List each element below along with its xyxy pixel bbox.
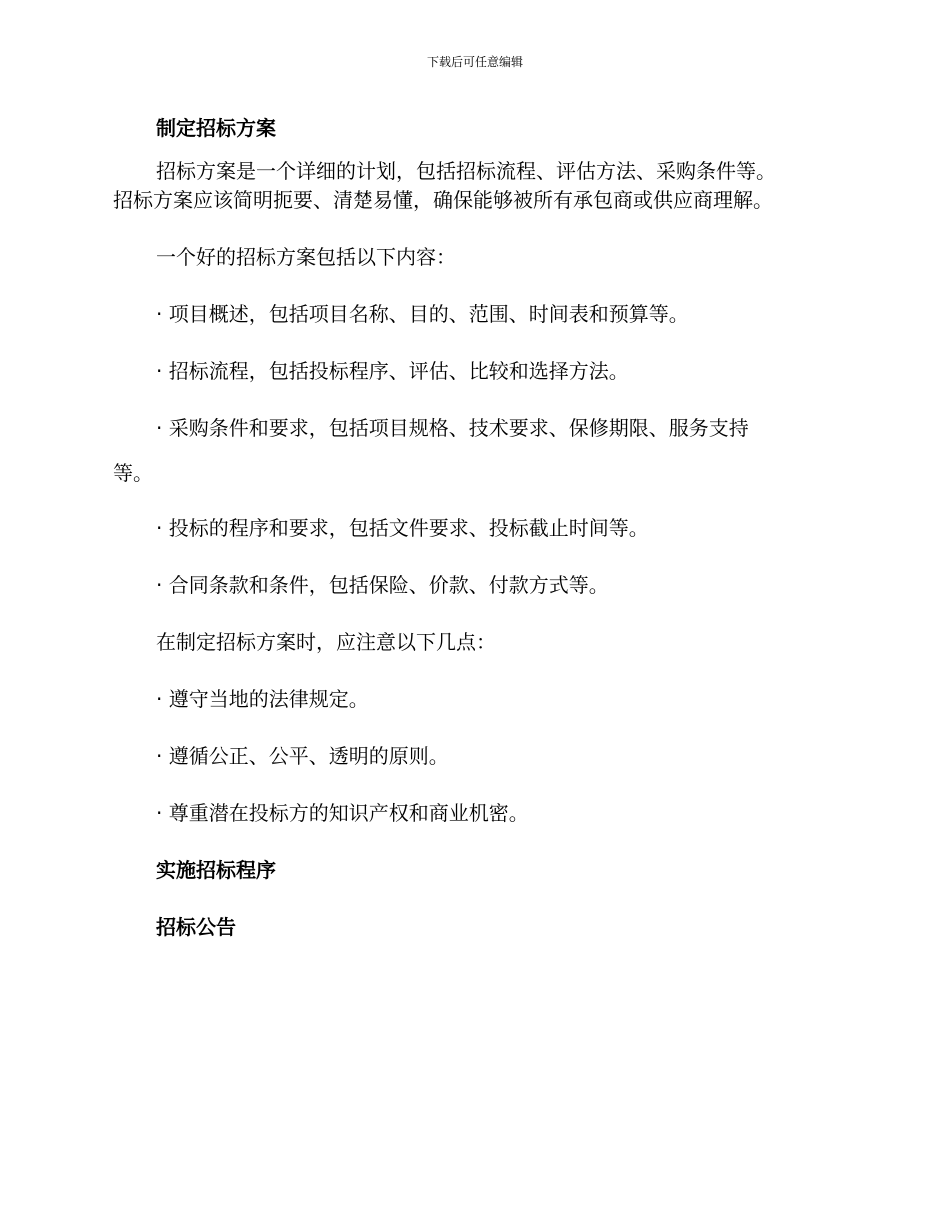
page-header: 下载后可任意编辑	[426, 55, 523, 69]
bullet-item: · 项目概述，包括项目名称、目的、范围、时间表和预算等。	[156, 302, 689, 326]
bullet-item: · 投标的程序和要求，包括文件要求、投标截止时间等。	[156, 516, 649, 540]
bullet-item: · 遵守当地的法律规定。	[156, 687, 369, 711]
bullet-item: · 合同条款和条件，包括保险、价款、付款方式等。	[156, 573, 609, 597]
paragraph-line: 在制定招标方案时，应注意以下几点：	[156, 630, 496, 654]
section-heading-announcement: 招标公告	[156, 915, 236, 939]
paragraph-line: 招标方案是一个详细的计划，包括招标流程、评估方法、采购条件等。	[156, 159, 776, 183]
section-heading-implement: 实施招标程序	[156, 858, 276, 882]
section-heading-make-plan: 制定招标方案	[156, 116, 276, 140]
document-body	[113, 114, 831, 956]
bullet-item: · 招标流程，包括投标程序、评估、比较和选择方法。	[156, 359, 629, 383]
paragraph-line-continued: 招标方案应该简明扼要、清楚易懂，确保能够被所有承包商或供应商理解。	[113, 188, 773, 212]
bullet-item: · 采购条件和要求，包括项目规格、技术要求、保修期限、服务支持	[156, 416, 749, 440]
bullet-item-continued: 等。	[113, 461, 153, 485]
bullet-item: · 遵循公正、公平、透明的原则。	[156, 744, 449, 768]
paragraph-line: 一个好的招标方案包括以下内容：	[156, 245, 456, 269]
bullet-item: · 尊重潜在投标方的知识产权和商业机密。	[156, 801, 529, 825]
